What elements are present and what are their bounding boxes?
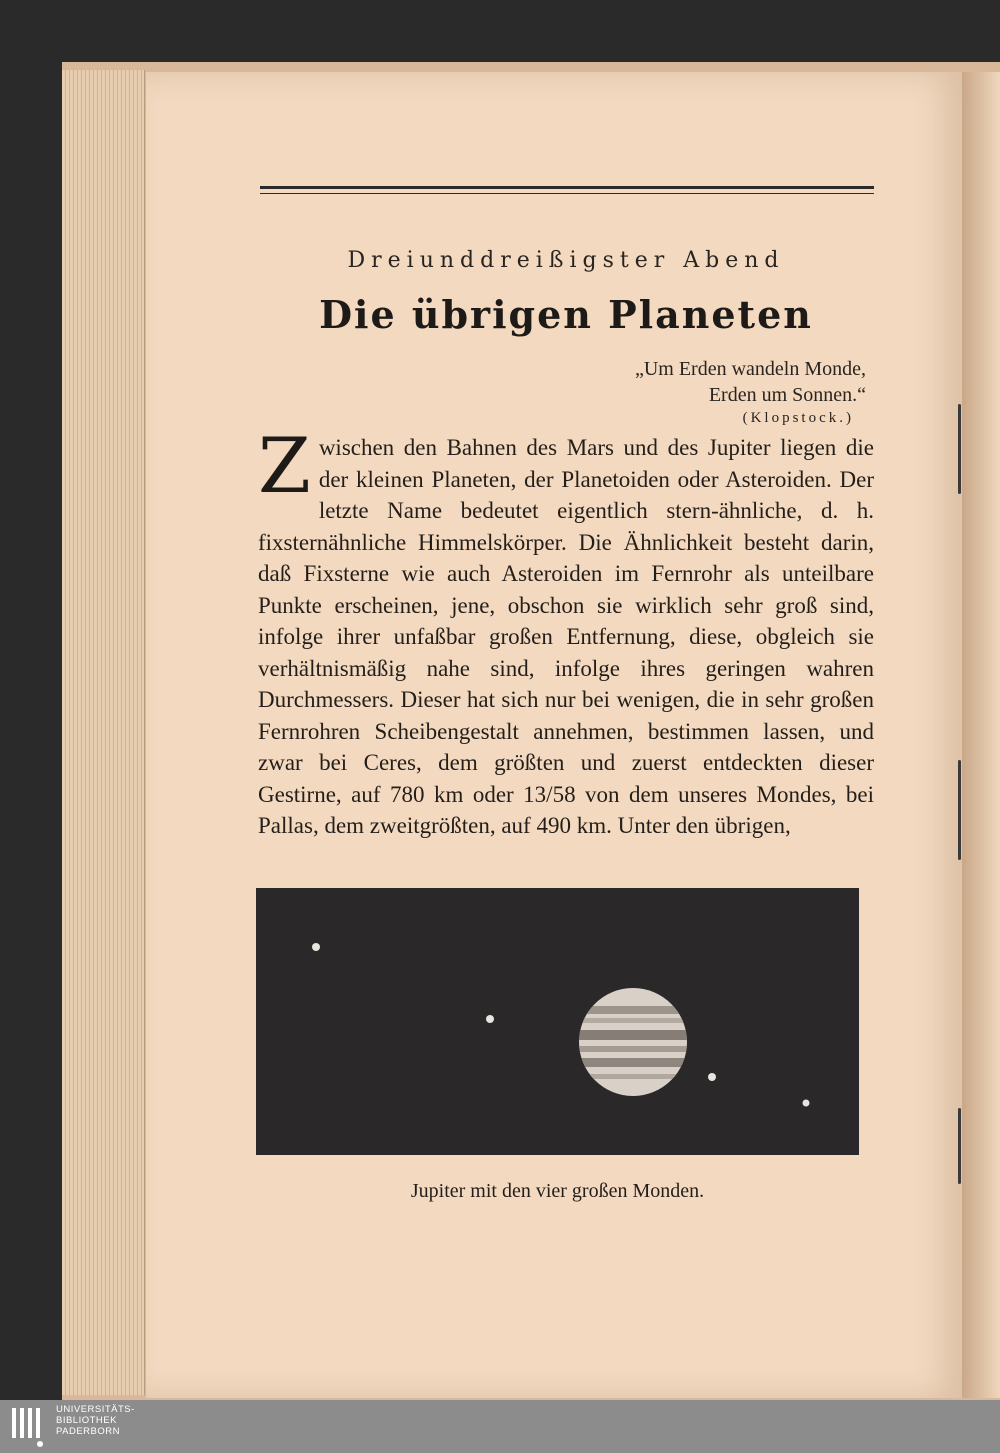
motto-line: Erden um Sonnen.“ xyxy=(708,384,866,406)
chapter-subtitle: Dreiunddreißigster Abend xyxy=(347,248,785,273)
moon-dot xyxy=(486,1015,494,1023)
logo-line: PADERBORN xyxy=(56,1426,120,1437)
logo-line: BIBLIOTHEK xyxy=(56,1415,117,1426)
binding-thread xyxy=(958,1108,961,1184)
moon-dot xyxy=(312,943,320,951)
motto-line: „Um Erden wandeln Monde, xyxy=(634,358,866,380)
jupiter-illustration xyxy=(256,888,859,1155)
binding-thread xyxy=(958,760,961,860)
page-edges xyxy=(62,70,145,1395)
motto xyxy=(480,356,866,408)
moon-dot xyxy=(708,1073,716,1081)
library-logo-icon xyxy=(10,1404,50,1450)
jupiter-disc xyxy=(576,988,696,1096)
library-logo-text xyxy=(56,1404,135,1437)
binding-thread xyxy=(958,404,961,494)
figure-caption: Jupiter mit den vier großen Monden. xyxy=(410,1180,705,1202)
body-text: wischen den Bahnen des Mars und des Jupiter liegen die der kleinen Planeten, der Planetoiden oder Asteroiden. Der letzte Name bedeutet eigentlich stern-ähnliche, d. h. fixsternähnliche Himmelskörper. Die Ähnlichkeit besteht darin, daß Fixsterne wie auch Asteroiden im Fernrohr als unteilbare Punkte erscheinen, jene, obschon sie wirklich sehr groß sind, infolge ihrer unfaßbar großen Entfernung, diese, obgleich sie verhältnismäßig nahe sind, infolge ihres geringen wahren Durchmessers. Dieser hat sich nur bei wenigen, die in sehr großen Fernrohren Scheibengestalt annehmen, bestimmen lassen, und zwar bei Ceres, dem größten und zuerst entdeckten dieser Gestirne, auf 780 km oder 13/58 von dem unseres Mondes, bei Pallas, dem zweitgrößten, auf 490 km. Unter den übrigen, xyxy=(258,435,874,838)
footer-bar xyxy=(0,1400,1000,1453)
motto-author: (Klopstock.) xyxy=(742,410,854,426)
drop-cap: Z xyxy=(258,421,311,510)
logo-line: UNIVERSITÄTS- xyxy=(56,1404,135,1415)
header-rule-thick xyxy=(260,186,874,189)
chapter-title: Die übrigen Planeten xyxy=(319,292,813,337)
jupiter-figure xyxy=(256,888,859,1155)
header-rule-thin xyxy=(260,193,874,194)
body-paragraph xyxy=(258,421,874,842)
next-page-edge xyxy=(962,72,1000,1398)
moon-dot xyxy=(803,1100,810,1107)
